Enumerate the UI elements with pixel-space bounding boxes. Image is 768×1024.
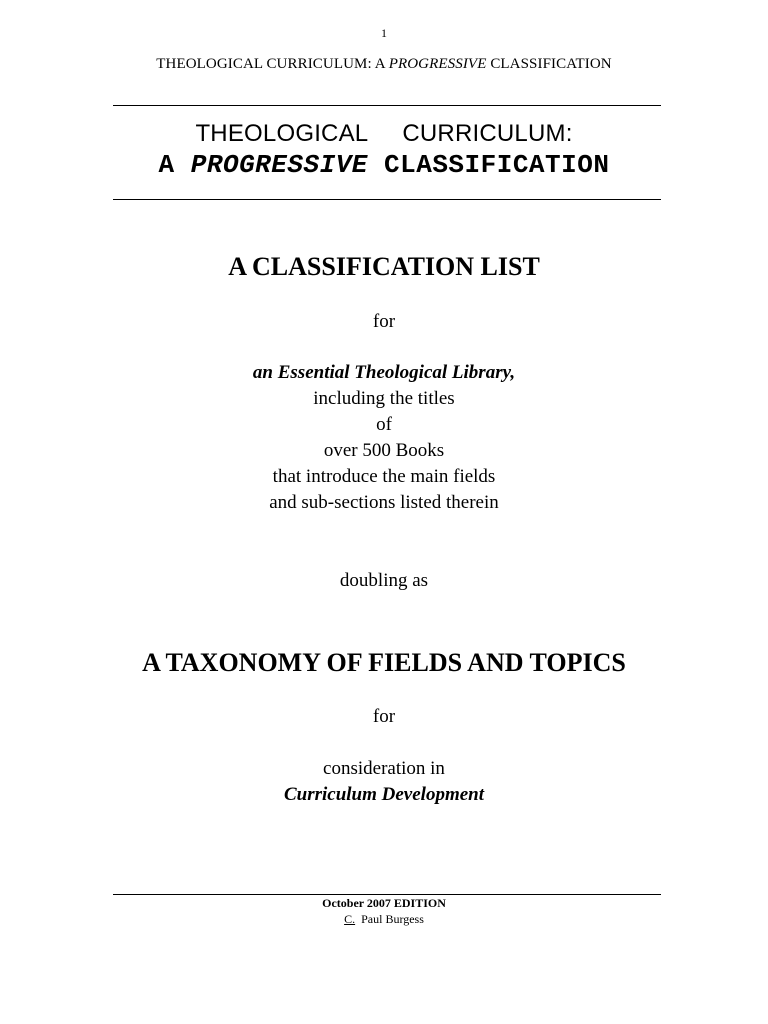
running-header-part2: CLASSIFICATION [486, 56, 612, 72]
page-number: 1 [381, 26, 387, 40]
for-text-2: for [372, 706, 396, 727]
title-line-1 [0, 120, 768, 148]
doubling-text: doubling as [339, 570, 429, 591]
author-line [0, 912, 768, 927]
title-line-2-a: A [158, 150, 191, 180]
description-line: including the titles [313, 388, 455, 409]
title-line-2-italic: PROGRESSIVE [190, 150, 368, 180]
copyright-mark: C. [344, 912, 356, 926]
footer-divider-rule [113, 894, 661, 895]
library-line: an Essential Theological Library, [252, 362, 516, 383]
heading-taxonomy: A TAXONOMY OF FIELDS AND TOPICS [142, 648, 626, 677]
title-line-2-b: CLASSIFICATION [367, 150, 610, 180]
for-text-1: for [372, 311, 396, 332]
consideration-text: consideration in [323, 758, 445, 779]
curriculum-development-text: Curriculum Development [283, 784, 485, 805]
running-header-part1: THEOLOGICAL CURRICULUM: A [156, 56, 389, 72]
description-line: of [376, 414, 392, 435]
top-divider-rule [113, 105, 661, 106]
edition-text: October 2007 EDITION [322, 896, 446, 910]
running-header-italic: PROGRESSIVE [388, 56, 487, 72]
title-line-1-word-a: THEOLOGICAL [195, 120, 369, 147]
title-line-2 [0, 150, 768, 180]
description-line: and sub-sections listed therein [269, 492, 499, 513]
heading-classification-list: A CLASSIFICATION LIST [228, 252, 540, 281]
title-line-1-word-b: CURRICULUM: [402, 120, 573, 147]
running-header [0, 56, 768, 73]
description-line: that introduce the main fields [272, 466, 496, 487]
description-line: over 500 Books [323, 440, 445, 461]
author-name: Paul Burgess [361, 912, 424, 926]
title-divider-rule [113, 199, 661, 200]
